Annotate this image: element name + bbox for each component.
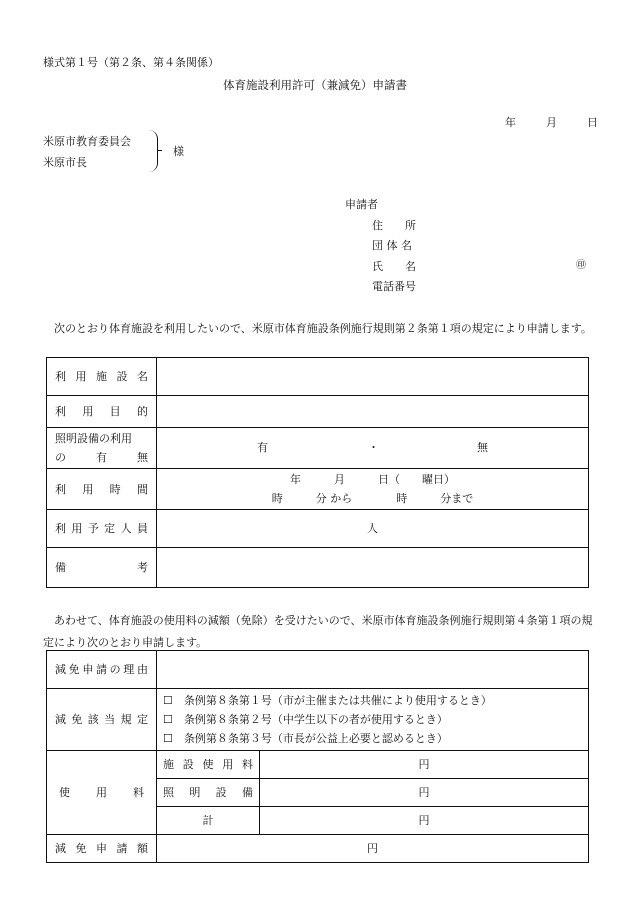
amount-value-cell[interactable] xyxy=(157,835,589,863)
purpose-value-cell[interactable] xyxy=(157,396,589,428)
rule-label: 減 免 該 当 規 定 xyxy=(55,713,148,726)
amount-unit: 円 xyxy=(367,842,378,855)
fee-label: 使 用 料 xyxy=(59,786,144,799)
time-label-cell xyxy=(47,469,157,510)
rule-options-cell xyxy=(157,689,589,751)
fee-label-cell xyxy=(47,751,157,835)
rule-label-cell xyxy=(47,689,157,751)
date-row xyxy=(505,117,598,128)
amount-label-cell xyxy=(47,835,157,863)
time-value-cell[interactable] xyxy=(157,469,589,510)
lighting-label-line1: 照明設備の利用 xyxy=(55,432,132,445)
lighting-label-cell xyxy=(47,428,157,469)
addressee-board: 米原市教育委員会 xyxy=(43,135,131,148)
row-purpose xyxy=(47,396,589,428)
time-date-line: 年 月 日（ 曜日） xyxy=(290,473,455,486)
applicant-group-label: 団 体 名 xyxy=(372,239,412,252)
form-number: 様式第１号（第２条、第４条関係） xyxy=(43,56,219,69)
paragraph-usage: 次のとおり体育施設を利用したいので、米原市体育施設条例施行規則第２条第１項の規定により申請します。 xyxy=(54,322,592,335)
date-month: 月 xyxy=(546,116,557,129)
lighting-yes[interactable]: 有 xyxy=(257,441,268,454)
rule-option-2[interactable] xyxy=(157,710,588,729)
addressee-mayor: 米原市長 xyxy=(43,156,87,169)
row-remarks xyxy=(47,548,589,588)
amount-label: 減 免 申 請 額 xyxy=(55,842,148,855)
row-reason xyxy=(47,651,589,689)
fee-facility-value-cell[interactable] xyxy=(260,751,589,779)
reason-label: 減 免 申 請 の 理 由 xyxy=(55,663,148,676)
row-lighting xyxy=(47,428,589,469)
fee-lighting-unit: 円 xyxy=(418,786,430,799)
fee-lighting-value-cell[interactable] xyxy=(260,779,589,807)
purpose-label: 利 用 目 的 xyxy=(55,405,148,418)
applicant-name-label: 氏 名 xyxy=(372,260,416,273)
brace-tip-mark xyxy=(157,150,162,151)
remarks-label-cell xyxy=(47,548,157,588)
checkbox-rule-1[interactable]: ☐ xyxy=(163,694,173,707)
applicant-phone-label: 電話番号 xyxy=(372,280,416,293)
remarks-label: 備 考 xyxy=(55,561,148,574)
people-value-cell[interactable] xyxy=(157,510,589,548)
people-label-cell xyxy=(47,510,157,548)
rule-option-1[interactable] xyxy=(157,691,588,710)
time-hours-line: 時 分 から 時 分まで xyxy=(271,492,474,505)
row-time xyxy=(47,469,589,510)
reason-label-cell xyxy=(47,651,157,689)
date-year: 年 xyxy=(505,116,516,129)
row-amount xyxy=(47,835,589,863)
fee-facility-unit: 円 xyxy=(418,758,430,771)
fee-total-label: 計 xyxy=(202,814,214,827)
paragraph-reduction: あわせて、体育施設の使用料の減額（免除）を受けたいので、米原市体育施設条例施行規則第４条第１項の規定により次のとおり申請します。 xyxy=(43,614,593,649)
rule-option-3[interactable] xyxy=(157,729,588,748)
checkbox-rule-2[interactable]: ☐ xyxy=(163,713,173,726)
row-rules xyxy=(47,689,589,751)
document-title: 体育施設利用許可（兼減免）申請書 xyxy=(223,78,407,92)
applicant-heading: 申請者 xyxy=(345,198,378,211)
reduction-table xyxy=(46,650,589,863)
people-label: 利 用 予 定 人 員 xyxy=(55,522,148,535)
rule-option-2-text: 条例第８条第２号（中学生以下の者が使用するとき） xyxy=(183,713,448,726)
row-facility xyxy=(47,358,589,396)
applicant-address-label: 住 所 xyxy=(372,219,416,232)
lighting-separator: ・ xyxy=(368,441,379,454)
fee-facility-label-cell xyxy=(157,751,260,779)
rule-option-3-text: 条例第８条第３号（市長が公益上必要と認めるとき） xyxy=(183,732,448,745)
rule-option-1-text: 条例第８条第１号（市が主催または共催により使用するとき） xyxy=(183,694,492,707)
remarks-value-cell[interactable] xyxy=(157,548,589,588)
fee-total-unit: 円 xyxy=(418,814,430,827)
lighting-label-line2: の 有 無 xyxy=(55,451,148,464)
fee-facility-label: 施 設 使 用 料 xyxy=(163,758,253,771)
fee-total-value-cell[interactable] xyxy=(260,807,589,835)
lighting-no[interactable]: 無 xyxy=(477,441,488,454)
usage-table xyxy=(46,357,589,588)
fee-total-label-cell xyxy=(157,807,260,835)
time-label: 利 用 時 間 xyxy=(55,482,148,496)
date-day: 日 xyxy=(587,116,598,129)
lighting-value-cell[interactable] xyxy=(157,428,589,469)
facility-label-cell xyxy=(47,358,157,396)
row-people xyxy=(47,510,589,548)
checkbox-rule-3[interactable]: ☐ xyxy=(163,732,173,745)
row-fee-facility xyxy=(47,751,589,779)
facility-label: 利 用 施 設 名 xyxy=(55,370,148,383)
honorific: 様 xyxy=(173,145,184,158)
people-unit: 人 xyxy=(367,522,378,535)
purpose-label-cell xyxy=(47,396,157,428)
facility-value-cell[interactable] xyxy=(157,358,589,396)
fee-lighting-label: 照 明 設 備 xyxy=(163,786,253,799)
fee-lighting-label-cell xyxy=(157,779,260,807)
seal-mark: ㊞ xyxy=(576,260,586,271)
reason-value-cell[interactable] xyxy=(157,651,589,689)
